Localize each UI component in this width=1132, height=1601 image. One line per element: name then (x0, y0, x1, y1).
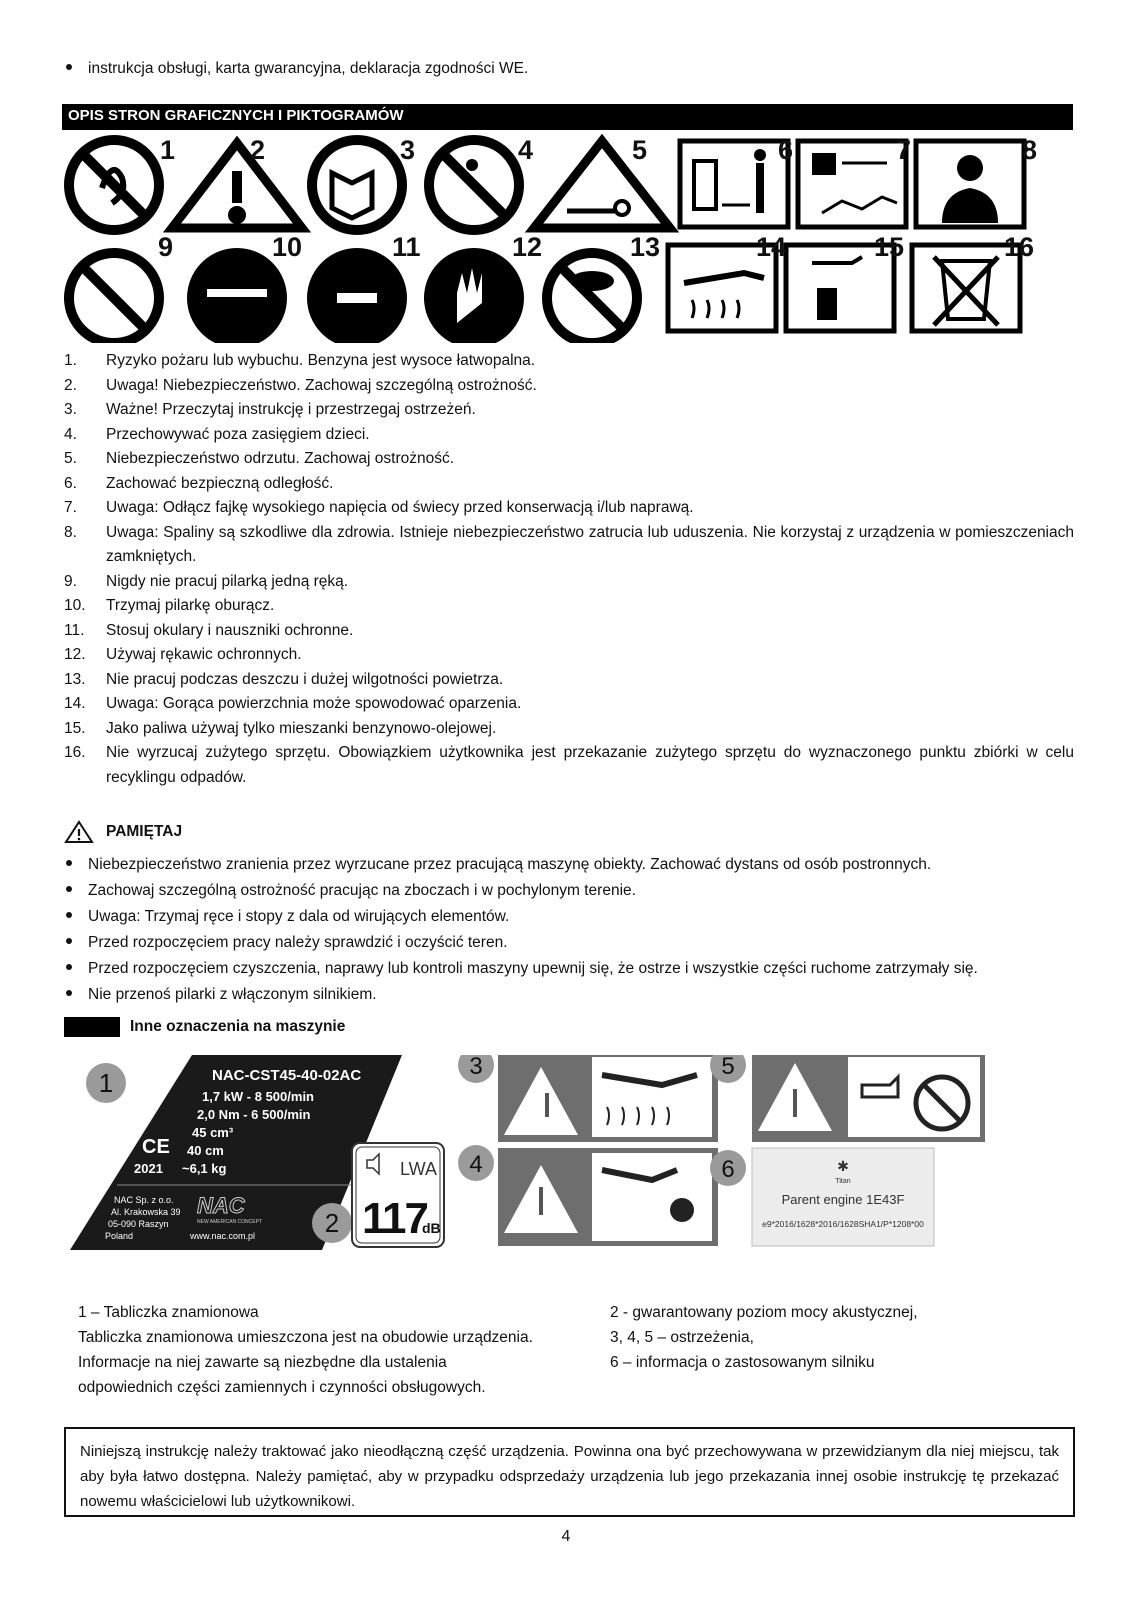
item-number: 12. (64, 646, 86, 663)
caption-line: 2 - gwarantowany poziom mocy akustycznej, (610, 1304, 918, 1321)
item-text: Nie pracuj podczas deszczu i dużej wilgotności powietrza. (106, 670, 504, 688)
kickback-warning-icon (534, 141, 670, 228)
list-item (66, 852, 1076, 878)
one-hand-prohibited-icon (69, 253, 159, 343)
warning-triangle-icon (172, 143, 302, 228)
exhaust-fumes-icon (916, 141, 1024, 227)
item-text: Nigdy nie pracuj pilarką jedną ręką. (106, 572, 349, 590)
caption-line: Informacje na niej zawarte są niezbędne dla ustalenia (78, 1354, 447, 1371)
two-hands-icon (192, 253, 282, 343)
item-text: Nie przenoś pilarki z włączonym silnikiem. (88, 986, 377, 1003)
warning-triangle-icon (64, 820, 94, 844)
remember-title: PAMIĘTAJ (106, 823, 183, 840)
item-number: 2. (64, 376, 77, 394)
picto-number: 5 (632, 135, 648, 165)
page-number: 4 (561, 1528, 571, 1545)
badge-2 (312, 1203, 352, 1243)
svg-text:Al. Krakowska 39: Al. Krakowska 39 (111, 1207, 181, 1217)
list-item (64, 619, 1074, 644)
list-item (64, 741, 1074, 790)
item-number: 11. (64, 621, 85, 639)
item-text: Uwaga! Niebezpieczeństwo. Zachowaj szczególną ostrożność. (106, 376, 537, 394)
list-item (64, 594, 1074, 619)
item-text: Jako paliwa używaj tylko mieszanki benzynowo-olejowej. (106, 719, 497, 737)
read-manual-icon (312, 140, 402, 230)
picto-number: 12 (512, 232, 543, 262)
pictograms-panel (62, 133, 1073, 343)
picto-number: 14 (756, 232, 787, 262)
svg-text:40 cm: 40 cm (187, 1143, 224, 1158)
bullet-icon (66, 912, 72, 918)
item-text: Nie wyrzucaj zużytego sprzętu. Obowiązkiem użytkownika jest przekazanie zużytego sprzętu do wyznaczonego punktu zbiórki w celu recyklingu odpadów. (106, 744, 1074, 786)
picto-number: 2 (250, 135, 266, 165)
item-text: Używaj rękawic ochronnych. (106, 646, 302, 663)
svg-text:Parent engine 1E43F: Parent engine 1E43F (781, 1192, 905, 1207)
badge-1 (86, 1063, 126, 1103)
list-item (64, 668, 1074, 693)
svg-text:e9*2016/1628*2016/1628SHA1/P*1: e9*2016/1628*2016/1628SHA1/P*1208*00 (762, 1219, 924, 1229)
svg-text:2: 2 (324, 1208, 340, 1238)
item-number: 7. (64, 499, 77, 516)
svg-text:NAC Sp. z o.o.: NAC Sp. z o.o. (114, 1195, 174, 1205)
item-number: 13. (64, 670, 86, 688)
item-text: Stosuj okulary i nauszniki ochronne. (106, 621, 354, 639)
svg-text:6: 6 (721, 1156, 735, 1183)
svg-text:NAC-CST45-40-02AC: NAC-CST45-40-02AC (212, 1067, 362, 1084)
svg-text:5: 5 (721, 1055, 735, 1080)
svg-text:1,7 kW - 8 500/min: 1,7 kW - 8 500/min (202, 1089, 314, 1104)
machine-labels (62, 1055, 1062, 1280)
list-item (64, 423, 1074, 448)
caption-line: 6 – informacja o zastosowanym silniku (610, 1354, 875, 1371)
svg-text:dB: dB (422, 1220, 441, 1236)
safe-distance-icon (680, 141, 788, 227)
list-item (64, 447, 1074, 472)
list-item (64, 643, 1074, 668)
item-text: Przed rozpoczęciem pracy należy sprawdzić i oczyścić teren. (88, 934, 508, 951)
item-number: 10. (64, 597, 86, 614)
svg-text:✱: ✱ (837, 1158, 849, 1174)
picto-number: 8 (1022, 135, 1038, 165)
item-text: Niebezpieczeństwo odrzutu. Zachowaj ostrożność. (106, 450, 455, 467)
picto-number: 13 (630, 232, 661, 262)
picto-number: 11 (392, 232, 421, 262)
captions-left (78, 1300, 533, 1400)
picto-number: 3 (400, 135, 416, 165)
item-number: 16. (64, 744, 86, 761)
section-title: OPIS STRON GRAFICZNYCH I PIKTOGRAMÓW (62, 104, 1073, 130)
svg-text:117: 117 (362, 1194, 427, 1243)
warning-labels-3-4 (498, 1055, 718, 1246)
list-item (66, 904, 1076, 930)
item-text: Uwaga: Trzymaj ręce i stopy z dala od wirujących elementów. (88, 908, 510, 925)
svg-text:45 cm³: 45 cm³ (192, 1125, 234, 1140)
warning-label-5 (752, 1055, 985, 1142)
list-item (66, 930, 1076, 956)
list-item (64, 496, 1074, 521)
picto-number: 6 (778, 135, 794, 165)
item-number: 6. (64, 474, 77, 492)
top-bullet-text: instrukcja obsługi, karta gwarancyjna, deklaracja zgodności WE. (88, 60, 529, 77)
picto-number: 15 (874, 232, 905, 262)
svg-text:3: 3 (469, 1055, 483, 1080)
item-text: Zachowaj szczególną ostrożność pracując na zboczach i w pochylonym terenie. (88, 882, 636, 899)
list-item (64, 521, 1074, 570)
other-marks-title: Inne oznaczenia na maszynie (130, 1018, 346, 1035)
item-text: Przed rozpoczęciem czyszczenia, naprawy lub kontroli maszyny upewnij się, że ostrze i wszystkie części ruchome zatrzymały się. (88, 960, 978, 977)
svg-text:1: 1 (98, 1068, 114, 1098)
no-rain-icon (547, 253, 637, 343)
svg-text:Poland: Poland (105, 1231, 134, 1241)
list-item (64, 374, 1074, 399)
svg-text:LWA: LWA (400, 1159, 438, 1179)
remember-heading (64, 820, 182, 844)
engine-label (752, 1148, 934, 1246)
picto-number: 1 (160, 135, 176, 165)
item-number: 8. (64, 523, 77, 541)
bullet-icon (66, 990, 72, 996)
item-text: Zachować bezpieczną odległość. (106, 474, 334, 492)
pictogram-descriptions (64, 349, 1074, 790)
picto-number: 9 (158, 232, 174, 262)
list-item (64, 570, 1074, 595)
picto-number: 7 (896, 135, 912, 165)
bullet-icon (66, 886, 72, 892)
item-text: Przechowywać poza zasięgiem dzieci. (106, 425, 370, 443)
svg-text:CE: CE (142, 1136, 170, 1158)
fire-prohibited-icon (69, 140, 159, 230)
list-item (64, 349, 1074, 374)
item-number: 5. (64, 450, 77, 467)
other-marks-heading (64, 1017, 345, 1037)
list-item (64, 717, 1074, 742)
svg-text:~6,1 kg: ~6,1 kg (182, 1161, 227, 1176)
svg-text:www.nac.com.pl: www.nac.com.pl (190, 1231, 256, 1241)
list-item (66, 982, 1076, 1008)
picto-number: 10 (272, 232, 303, 262)
svg-text:2021: 2021 (134, 1161, 163, 1176)
item-number: 1. (64, 352, 77, 369)
bullet-icon (66, 938, 72, 944)
heading-marker (64, 1017, 120, 1037)
item-text: Uwaga: Spaliny są szkodliwe dla zdrowia. Istnieje niebezpieczeństwo zatrucia lub uduszenia. Nie korzystaj z urządzenia w pomieszczeniach zamkniętych. (106, 523, 1074, 565)
svg-text:NEW AMERICAN CONCEPT: NEW AMERICAN CONCEPT (197, 1219, 263, 1225)
item-number: 15. (64, 719, 86, 737)
item-text: Trzymaj pilarkę oburącz. (106, 597, 275, 614)
caption-line: Tabliczka znamionowa umieszczona jest na obudowie urządzenia. (78, 1329, 533, 1346)
caption-line: odpowiednich części zamiennych i czynności obsługowych. (78, 1379, 486, 1396)
caption-line: 3, 4, 5 – ostrzeżenia, (610, 1329, 754, 1346)
svg-text:4: 4 (469, 1151, 483, 1178)
picto-number: 4 (518, 135, 534, 165)
caption-line: 1 – Tabliczka znamionowa (78, 1304, 259, 1321)
spark-plug-icon (798, 141, 906, 227)
item-number: 3. (64, 401, 77, 418)
captions-right (610, 1300, 918, 1375)
svg-text:2,0 Nm - 6 500/min: 2,0 Nm - 6 500/min (197, 1107, 311, 1122)
notice-box: Niniejszą instrukcję należy traktować jako nieodłączną część urządzenia. Powinna ona być przechowywana w przewidzianym dla niej miejscu, tak aby była łatwo dostępna. Należy pamiętać, aby w przypadku odsprzedaży urządzenia lub jego przekazania innej osobie instrukcję tę przekazać nowemu właścicielowi lub użytkownikowi. (64, 1427, 1075, 1517)
sound-power-label (352, 1143, 444, 1247)
svg-text:Titan: Titan (835, 1178, 851, 1185)
keep-away-children-icon (429, 140, 519, 230)
item-number: 14. (64, 695, 86, 712)
list-item (66, 956, 1076, 982)
item-text: Uwaga: Odłącz fajkę wysokiego napięcia od świecy przed konserwacją i/lub naprawą. (106, 499, 694, 516)
remember-list (66, 852, 1076, 1008)
picto-number: 16 (1004, 232, 1035, 262)
svg-text:NAC: NAC (197, 1193, 245, 1218)
item-number: 9. (64, 572, 77, 590)
bullet-icon (66, 64, 72, 70)
svg-text:05-090 Raszyn: 05-090 Raszyn (108, 1219, 169, 1229)
list-item (64, 472, 1074, 497)
item-text: Ryzyko pożaru lub wybuchu. Benzyna jest wysoce łatwopalna. (106, 352, 536, 369)
top-bullet-item (66, 60, 528, 78)
item-text: Uwaga: Gorąca powierzchnia może spowodować oparzenia. (106, 695, 522, 712)
bullet-icon (66, 964, 72, 970)
list-item (64, 692, 1074, 717)
list-item (64, 398, 1074, 423)
list-item (66, 878, 1076, 904)
eye-ear-protection-icon (312, 253, 402, 343)
bullet-icon (66, 860, 72, 866)
item-text: Ważne! Przeczytaj instrukcję i przestrzegaj ostrzeżeń. (106, 401, 476, 418)
gloves-icon (429, 253, 519, 343)
item-number: 4. (64, 425, 77, 443)
item-text: Niebezpieczeństwo zranienia przez wyrzucane przez pracującą maszynę obiekty. Zachować dystans od osób postronnych. (88, 856, 932, 873)
